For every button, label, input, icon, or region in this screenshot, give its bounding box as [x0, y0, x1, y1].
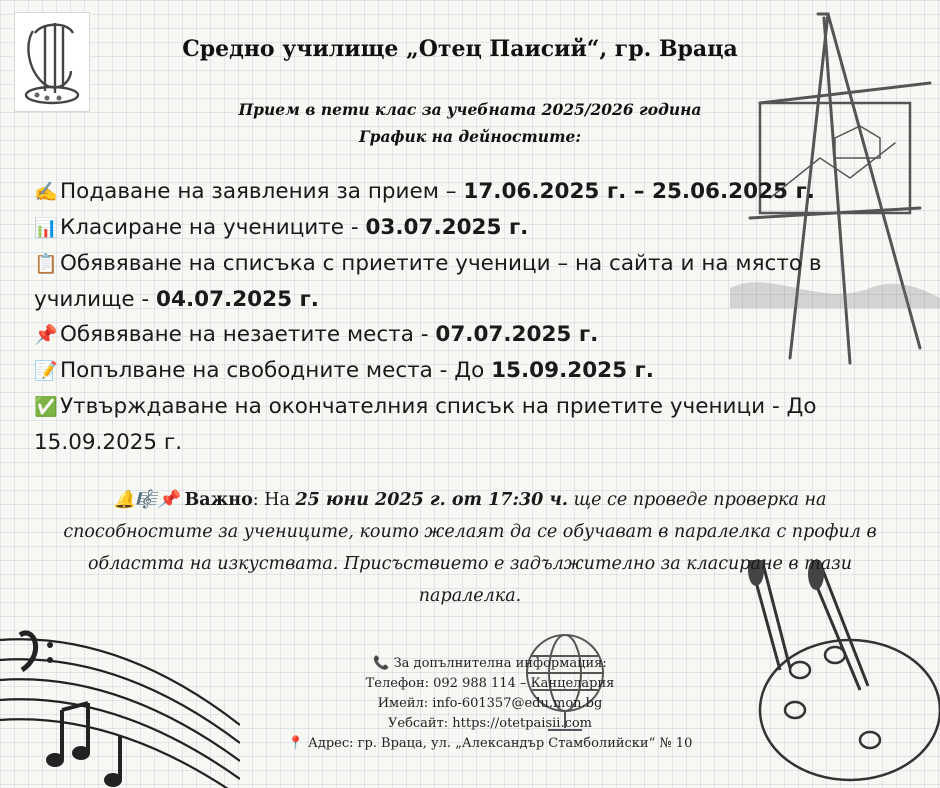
- pushpin-icon: 📌: [34, 324, 58, 346]
- location-pin-icon: 📍: [287, 736, 304, 751]
- logo-emblem-icon: [15, 13, 89, 111]
- school-logo: [14, 12, 90, 112]
- music-staff-sketch: [0, 615, 240, 788]
- bar-chart-icon: 📊: [34, 217, 58, 239]
- contact-block: [230, 654, 750, 754]
- memo-icon: 📝: [34, 360, 58, 382]
- important-label: Важно: [184, 490, 253, 510]
- contact-website[interactable]: Уебсайт: https://otetpaisii.com: [387, 716, 593, 731]
- schedule-date: 17.06.2025 г. – 25.06.2025 г.: [463, 179, 815, 204]
- important-notice: 🔔🎼📌 Важно: На 25 юни 2025 г. от 17:30 ч. ще се проведе проверка на способностите за учениците, които желаят да се обучават в паралелка с профил в областта на изкуствата. Присъствието е задължително за класиране в тази паралелка.: [63, 490, 877, 606]
- schedule-item: 📋 Обявяване на списъка с приетите ученици – на сайта и на място в училище - 04.07.2025 г.: [34, 246, 884, 317]
- schedule-heading: График на дейностите:: [358, 127, 582, 146]
- phone-icon: 📞: [373, 656, 390, 671]
- schedule-date: 07.07.2025 г.: [435, 322, 599, 347]
- schedule-item: 📌 Обявяване на незаетите места - 07.07.2025 г.: [34, 317, 884, 353]
- schedule-date: 03.07.2025 г.: [365, 215, 529, 240]
- schedule-list: [34, 174, 884, 460]
- schedule-date: 15.09.2025 г.: [491, 358, 654, 383]
- schedule-date: 04.07.2025 г.: [156, 287, 319, 312]
- contact-info-label: 📞 За допълнителна информация:: [373, 656, 607, 671]
- important-date: 25 юни 2025 г. от 17:30 ч.: [295, 490, 569, 510]
- writing-hand-icon: ✍️: [34, 181, 58, 203]
- school-title: Средно училище „Отец Паисий“, гр. Враца: [182, 36, 738, 62]
- schedule-item: 📊 Класиране на учениците - 03.07.2025 г.: [34, 210, 884, 246]
- schedule-item: 📝 Попълване на свободните места - До 15.09.2025 г.: [34, 353, 884, 389]
- contact-address: 📍 Адрес: гр. Враца, ул. „Александър Стамболийски“ № 10: [287, 736, 693, 751]
- contact-email[interactable]: Имейл: info-601357@edu.mon.bg: [377, 696, 603, 711]
- admission-subtitle: Прием в пети клас за учебната 2025/2026 година: [238, 100, 702, 119]
- contact-phone: Телефон: 092 988 114 – Канцелария: [365, 676, 615, 691]
- check-mark-icon: ✅: [34, 396, 58, 418]
- schedule-item: ✅ Утвърждаване на окончателния списък на приетите ученици - До 15.09.2025 г.: [34, 389, 884, 460]
- clipboard-icon: 📋: [34, 253, 58, 275]
- bell-music-pin-icon: 🔔🎼📌: [113, 490, 179, 510]
- schedule-item: ✍️ Подаване на заявления за прием – 17.06.2025 г. – 25.06.2025 г.: [34, 174, 884, 210]
